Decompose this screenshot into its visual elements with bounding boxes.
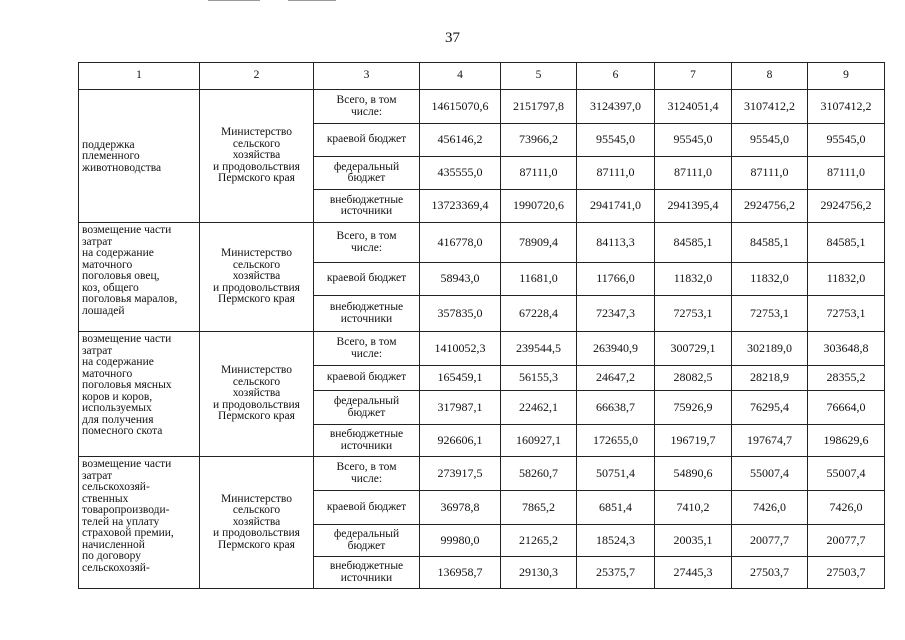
value-cell: 197674,7: [732, 425, 808, 457]
text-line: хозяйства: [232, 387, 281, 400]
value-cell: 317987,1: [420, 391, 501, 425]
value-cell: 416778,0: [420, 223, 501, 263]
value-cell: 14615070,6: [420, 90, 501, 124]
text-line: животноводства: [82, 161, 162, 174]
funding-source-cell: [314, 457, 420, 491]
text-line: внебюджетные: [329, 193, 404, 206]
value-cell: 72753,1: [808, 296, 885, 332]
text-line: Пермского края: [218, 293, 295, 306]
value-cell: 22462,1: [501, 391, 577, 425]
text-line: на содержание: [82, 247, 154, 259]
funding-source-cell: [314, 425, 420, 457]
text-line: краевой бюджет: [326, 272, 407, 285]
top-rule-left: [208, 0, 260, 1]
value-cell: 18524,3: [577, 525, 655, 557]
text-line: и продовольствия: [213, 160, 300, 173]
value-cell: 56155,3: [501, 366, 577, 391]
value-cell: 76664,0: [808, 391, 885, 425]
value-cell: 435555,0: [420, 157, 501, 190]
table-row: [79, 457, 885, 491]
value-cell: 239544,5: [501, 332, 577, 366]
text-line: затрат: [82, 235, 113, 248]
text-line: Всего, в том: [336, 230, 397, 242]
text-line: источники: [340, 571, 393, 584]
text-line: лошадей: [82, 304, 125, 317]
text-line: внебюджетные: [329, 560, 404, 572]
value-cell: 84585,1: [808, 223, 885, 263]
value-cell: 73966,2: [501, 124, 577, 157]
table-row: [79, 223, 885, 263]
value-cell: 263940,9: [577, 332, 655, 366]
text-line: затрат: [82, 469, 113, 482]
table-row: [79, 332, 885, 366]
text-line: сельского: [232, 137, 281, 150]
value-cell: 20035,1: [655, 525, 732, 557]
text-line: поголовья маралов,: [82, 293, 178, 305]
budget-table: [78, 62, 885, 589]
value-cell: 11832,0: [808, 263, 885, 296]
text-line: внебюджетные: [329, 428, 404, 440]
funding-source-cell: [314, 124, 420, 157]
value-cell: 273917,5: [420, 457, 501, 491]
value-cell: 2151797,8: [501, 90, 577, 124]
value-cell: 2941395,4: [655, 190, 732, 223]
text-line: источники: [340, 312, 393, 325]
value-cell: 28218,9: [732, 366, 808, 391]
text-line: федеральный: [333, 528, 400, 540]
value-cell: 87111,0: [577, 157, 655, 190]
value-cell: 302189,0: [732, 332, 808, 366]
text-line: Министерство: [221, 247, 292, 260]
value-cell: 24647,2: [577, 366, 655, 391]
text-line: возмещение части: [82, 458, 172, 470]
value-cell: 7410,2: [655, 491, 732, 525]
text-line: Пермского края: [218, 172, 295, 185]
top-rule-right: [288, 0, 336, 1]
text-line: Всего, в том: [336, 336, 397, 348]
text-line: поголовья овец,: [82, 270, 160, 282]
text-line: затрат: [82, 344, 113, 357]
value-cell: 72753,1: [732, 296, 808, 332]
text-line: сельского: [232, 375, 281, 388]
text-line: поддержка: [82, 138, 135, 151]
value-cell: 2941741,0: [577, 190, 655, 223]
funding-source-cell: [314, 391, 420, 425]
text-line: для получения: [82, 413, 154, 426]
value-cell: 87111,0: [732, 157, 808, 190]
text-line: федеральный: [333, 160, 400, 173]
value-cell: 456146,2: [420, 124, 501, 157]
col-header-3: 3: [314, 63, 420, 90]
funding-source-cell: [314, 263, 420, 296]
value-cell: 72347,3: [577, 296, 655, 332]
value-cell: 11832,0: [732, 263, 808, 296]
value-cell: 172655,0: [577, 425, 655, 457]
value-cell: 95545,0: [577, 124, 655, 157]
value-cell: 87111,0: [808, 157, 885, 190]
ministry-cell: [200, 223, 314, 332]
value-cell: 196719,7: [655, 425, 732, 457]
text-line: сельскохозяй-: [82, 561, 150, 574]
value-cell: 54890,6: [655, 457, 732, 491]
header-row: [79, 63, 885, 90]
value-cell: 7426,0: [808, 491, 885, 525]
funding-source-cell: [314, 296, 420, 332]
col-header-5: 5: [501, 63, 577, 90]
funding-source-cell: [314, 90, 420, 124]
value-cell: 50751,4: [577, 457, 655, 491]
value-cell: 1410052,3: [420, 332, 501, 366]
ministry-cell: [200, 332, 314, 457]
value-cell: 11681,0: [501, 263, 577, 296]
value-cell: 27503,7: [808, 557, 885, 589]
text-line: Министерство: [221, 364, 292, 377]
text-line: поголовья мясных: [82, 379, 172, 391]
text-line: числе:: [350, 105, 383, 118]
col-header-9: 9: [808, 63, 885, 90]
value-cell: 84113,3: [577, 223, 655, 263]
text-line: числе:: [350, 472, 383, 485]
text-line: Всего, в том: [336, 94, 397, 106]
value-cell: 20077,7: [808, 525, 885, 557]
text-line: маточного: [82, 258, 133, 271]
table-body: [79, 90, 885, 589]
text-line: Пермского края: [218, 410, 295, 423]
text-line: хозяйства: [232, 515, 281, 528]
text-line: на содержание: [82, 356, 154, 368]
text-line: Всего, в том: [336, 461, 397, 473]
value-cell: 2924756,2: [732, 190, 808, 223]
value-cell: 87111,0: [655, 157, 732, 190]
value-cell: 84585,1: [655, 223, 732, 263]
value-cell: 13723369,4: [420, 190, 501, 223]
value-cell: 11766,0: [577, 263, 655, 296]
value-cell: 29130,3: [501, 557, 577, 589]
value-cell: 3124397,0: [577, 90, 655, 124]
funding-source-cell: [314, 557, 420, 589]
col-header-7: 7: [655, 63, 732, 90]
purpose-cell: [79, 223, 200, 332]
text-line: бюджет: [347, 539, 386, 552]
col-header-2: 2: [200, 63, 314, 90]
table-row: [79, 90, 885, 124]
value-cell: 78909,4: [501, 223, 577, 263]
value-cell: 84585,1: [732, 223, 808, 263]
ministry-cell: [200, 457, 314, 589]
text-line: сельского: [232, 504, 281, 517]
value-cell: 55007,4: [808, 457, 885, 491]
text-line: по договору: [82, 550, 142, 562]
value-cell: 58943,0: [420, 263, 501, 296]
text-line: и продовольствия: [213, 398, 300, 411]
text-line: хозяйства: [232, 149, 281, 162]
value-cell: 95545,0: [808, 124, 885, 157]
text-line: числе:: [350, 347, 383, 360]
text-line: краевой бюджет: [326, 133, 407, 146]
purpose-cell: [79, 90, 200, 223]
text-line: используемых: [82, 402, 152, 414]
purpose-cell: [79, 332, 200, 457]
text-line: сельскохозяй-: [82, 481, 150, 493]
text-line: Министерство: [221, 492, 292, 505]
value-cell: 136958,7: [420, 557, 501, 589]
funding-source-cell: [314, 525, 420, 557]
funding-source-cell: [314, 332, 420, 366]
value-cell: 926606,1: [420, 425, 501, 457]
ministry-cell: [200, 90, 314, 223]
purpose-cell: [79, 457, 200, 589]
value-cell: 357835,0: [420, 296, 501, 332]
value-cell: 72753,1: [655, 296, 732, 332]
text-line: источники: [340, 439, 393, 452]
funding-source-cell: [314, 366, 420, 391]
value-cell: 165459,1: [420, 366, 501, 391]
value-cell: 58260,7: [501, 457, 577, 491]
text-line: краевой бюджет: [326, 371, 407, 384]
value-cell: 1990720,6: [501, 190, 577, 223]
value-cell: 2924756,2: [808, 190, 885, 223]
text-line: маточного: [82, 367, 133, 380]
text-line: телей на уплату: [82, 515, 160, 528]
text-line: страховой премии,: [82, 527, 174, 539]
value-cell: 28355,2: [808, 366, 885, 391]
text-line: сельского: [232, 258, 281, 271]
col-header-4: 4: [420, 63, 501, 90]
value-cell: 3107412,2: [808, 90, 885, 124]
value-cell: 76295,4: [732, 391, 808, 425]
value-cell: 95545,0: [732, 124, 808, 157]
text-line: начисленной: [82, 538, 145, 551]
text-line: коров и коров,: [82, 390, 153, 403]
value-cell: 66638,7: [577, 391, 655, 425]
value-cell: 20077,7: [732, 525, 808, 557]
funding-source-cell: [314, 491, 420, 525]
value-cell: 67228,4: [501, 296, 577, 332]
value-cell: 55007,4: [732, 457, 808, 491]
text-line: бюджет: [347, 406, 386, 419]
text-line: возмещение части: [82, 333, 172, 345]
value-cell: 99980,0: [420, 525, 501, 557]
value-cell: 87111,0: [501, 157, 577, 190]
value-cell: 27503,7: [732, 557, 808, 589]
value-cell: 7865,2: [501, 491, 577, 525]
text-line: и продовольствия: [213, 527, 300, 540]
value-cell: 7426,0: [732, 491, 808, 525]
funding-source-cell: [314, 157, 420, 190]
value-cell: 95545,0: [655, 124, 732, 157]
text-line: коз, общего: [82, 281, 139, 294]
value-cell: 6851,4: [577, 491, 655, 525]
value-cell: 300729,1: [655, 332, 732, 366]
text-line: источники: [340, 205, 393, 217]
text-line: федеральный: [333, 395, 400, 407]
text-line: Пермского края: [218, 538, 295, 551]
col-header-1: 1: [79, 63, 200, 90]
value-cell: 3124051,4: [655, 90, 732, 124]
value-cell: 28082,5: [655, 366, 732, 391]
value-cell: 3107412,2: [732, 90, 808, 124]
text-line: возмещение части: [82, 224, 172, 236]
text-line: Министерство: [221, 126, 292, 139]
text-line: помесного скота: [82, 425, 163, 437]
text-line: внебюджетные: [329, 301, 404, 313]
value-cell: 21265,2: [501, 525, 577, 557]
value-cell: 11832,0: [655, 263, 732, 296]
value-cell: 75926,9: [655, 391, 732, 425]
value-cell: 27445,3: [655, 557, 732, 589]
text-line: бюджет: [347, 172, 386, 184]
value-cell: 303648,8: [808, 332, 885, 366]
col-header-8: 8: [732, 63, 808, 90]
text-line: племенного: [82, 150, 140, 163]
page-number: 37: [445, 30, 460, 46]
funding-source-cell: [314, 223, 420, 263]
text-line: краевой бюджет: [326, 500, 407, 513]
value-cell: 160927,1: [501, 425, 577, 457]
text-line: числе:: [350, 241, 383, 254]
value-cell: 25375,7: [577, 557, 655, 589]
text-line: ственных: [82, 492, 129, 505]
text-line: и продовольствия: [213, 281, 300, 294]
text-line: хозяйства: [232, 270, 281, 283]
col-header-6: 6: [577, 63, 655, 90]
value-cell: 36978,8: [420, 491, 501, 525]
value-cell: 198629,6: [808, 425, 885, 457]
funding-source-cell: [314, 190, 420, 223]
text-line: товаропроизводи-: [82, 504, 170, 516]
